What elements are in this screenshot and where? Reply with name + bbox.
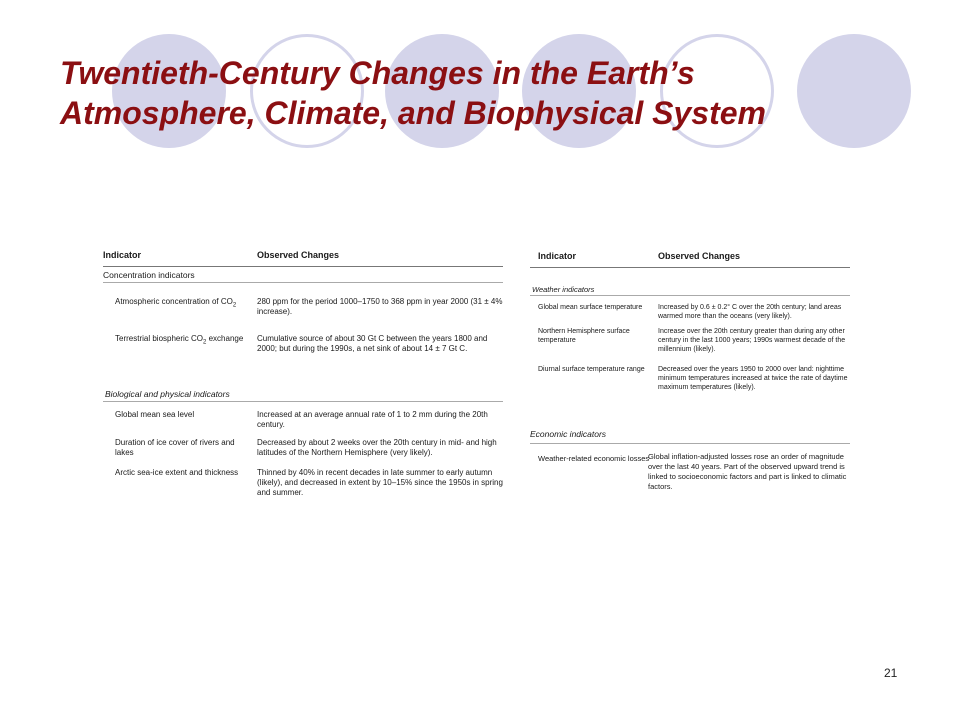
right-row-2-changes: Increase over the 20th century greater than during any other century in the last 1000 years; 1990s warmest decade of the millennium (likely). [658, 328, 846, 353]
right-row-1-indicator: Global mean surface temperature [538, 304, 643, 311]
left-row-1-indicator: Atmospheric concentration of $CO_2$ [115, 297, 237, 309]
left-section-biological: Biological and physical indicators [105, 389, 230, 399]
right-section-rule-1 [530, 295, 850, 296]
left-row-5-indicator: Arctic sea-ice extent and thickness [115, 468, 239, 477]
left-indicator-table [103, 244, 503, 504]
left-row-2-indicator: Terrestrial biospheric $CO_2$ exchange [115, 334, 244, 346]
right-section-weather: Weather indicators [532, 285, 595, 294]
right-header-changes: Observed Changes [658, 251, 741, 261]
right-section-economic: Economic indicators [530, 429, 607, 439]
right-row-3-changes: Decreased over the years 1950 to 2000 over land: nighttime minimum temperatures increased at twice the rate of daytime maximum temperatures (likely). [658, 366, 848, 391]
left-row-4-indicator: Duration of ice cover of rivers and lakes [115, 438, 235, 457]
left-row-4-changes: Decreased by about 2 weeks over the 20th century in mid- and high latitudes of the Northern Hemisphere (very likely). [257, 438, 497, 457]
right-row-2-indicator: Northern Hemisphere surface temperature [538, 328, 630, 344]
right-row-4-indicator: Weather-related economic losses [538, 454, 650, 463]
left-row-3-changes: Increased at an average annual rate of 1 to 2 mm during the 20th century. [257, 410, 488, 429]
right-table-header [530, 245, 850, 268]
left-header-changes: Observed Changes [257, 250, 340, 260]
slide-title [60, 53, 920, 133]
left-section-concentration: Concentration indicators [103, 270, 195, 280]
right-row-1-changes: Increased by 0.6 ± 0.2° C over the 20th century; land areas warmed more than the oceans (very likely). [658, 304, 842, 320]
left-row-1-changes: 280 ppm for the period 1000–1750 to 368 ppm in year 2000 (31 ± 4% increase). [257, 297, 503, 316]
left-row-3-indicator: Global mean sea level [115, 410, 195, 419]
left-table-header [103, 244, 503, 267]
title-line-2: Atmosphere, Climate, and Biophysical System [60, 95, 766, 131]
right-row-3-indicator: Diurnal surface temperature range [538, 366, 645, 373]
right-indicator-table [530, 245, 850, 495]
left-row-5-changes: Thinned by 40% in recent decades in late summer to early autumn (likely), and decreased in extent by 10–15% since the 1950s in spring and summer. [257, 468, 503, 497]
left-section-rule-2 [103, 401, 503, 402]
right-section-rule-2 [530, 443, 850, 444]
title-line-1: Twentieth-Century Changes in the Earth’s [60, 55, 695, 91]
right-row-4-changes: Global inflation-adjusted losses rose an order of magnitude over the last 40 years. Part of the observed upward trend is linked to socioeconomic factors and part is linked to climatic factors. [648, 452, 847, 491]
left-section-rule-1 [103, 282, 503, 283]
right-header-indicator: Indicator [538, 251, 577, 261]
page-number: 21 [884, 666, 898, 680]
left-header-indicator: Indicator [103, 250, 142, 260]
left-row-2-changes: Cumulative source of about 30 Gt C between the years 1800 and 2000; but during the 1990s, a net sink of about 14 ± 7 Gt C. [257, 334, 488, 353]
